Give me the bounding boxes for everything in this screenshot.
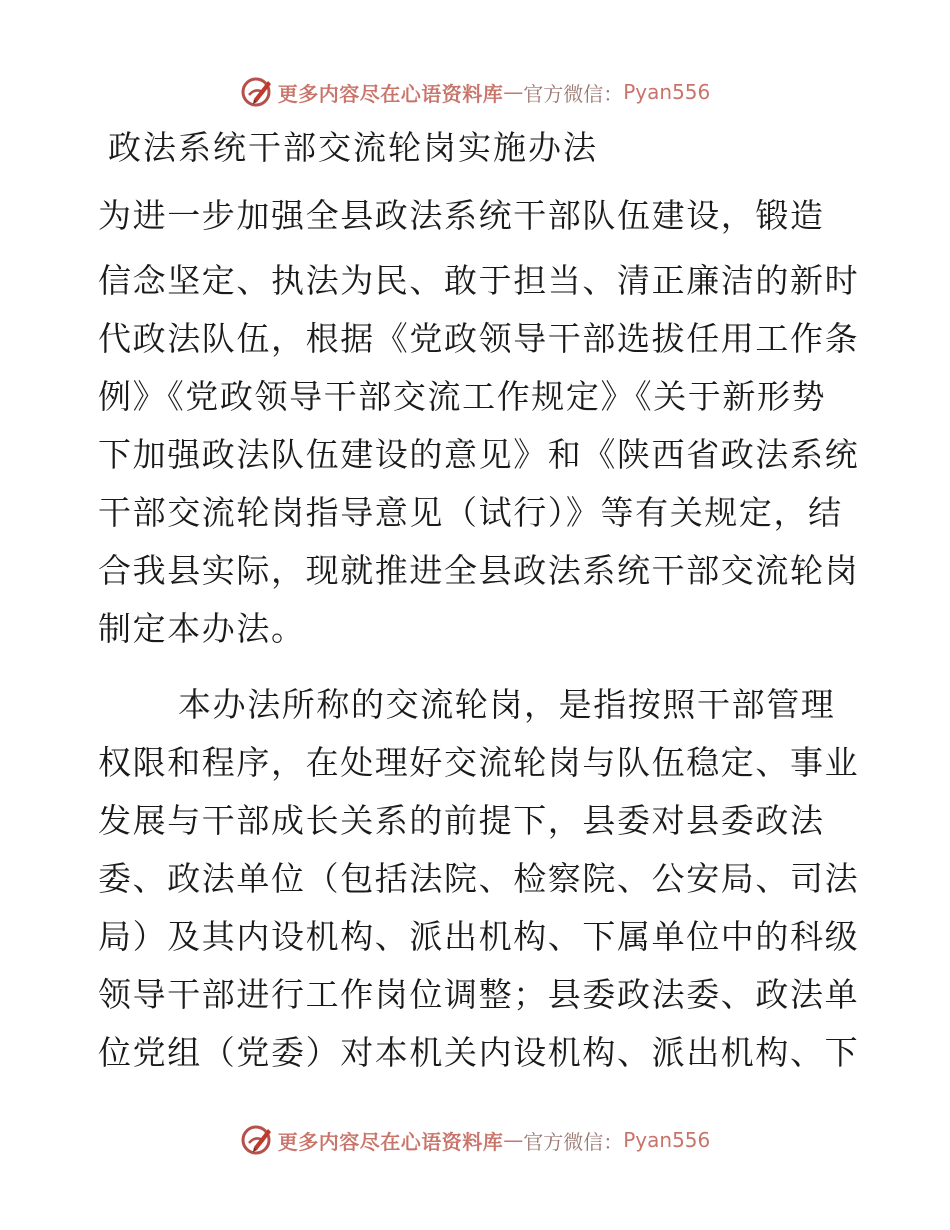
paragraph-line: 发展与干部成长关系的前提下，县委对县委政法 (98, 801, 825, 840)
paragraph-line: 委、政法单位（包括法院、检察院、公安局、司法 (98, 859, 860, 898)
footer-banner (0, 1120, 950, 1160)
banner-site-text: 更多内容尽在心语资料库 (277, 1129, 504, 1154)
banner-wechat-label: 官方微信： (523, 81, 624, 106)
paragraph-line: 位党组（党委）对本机关内设机构、派出机构、下 (98, 1033, 860, 1072)
paragraph-line: 本办法所称的交流轮岗，是指按照干部管理 (178, 685, 836, 724)
paragraph-line: 权限和程序，在处理好交流轮岗与队伍稳定、事业 (98, 743, 860, 782)
paragraph-line: 制定本办法。 (98, 609, 306, 648)
banner-site-text: 更多内容尽在心语资料库 (277, 81, 504, 106)
paragraph-line: 局）及其内设机构、派出机构、下属单位中的科级 (98, 917, 860, 956)
paragraph-line: 信念坚定、执法为民、敢于担当、清正廉洁的新时 (98, 261, 860, 300)
banner-wechat-id: Pyan556 (623, 1128, 711, 1152)
paragraph-line: 例》《党政领导干部交流工作规定》《关于新形势 (98, 377, 827, 416)
banner-wechat-label: 官方微信： (523, 1129, 624, 1154)
book-pen-icon (240, 1123, 274, 1157)
header-banner (0, 72, 950, 112)
paragraph-line: 干部交流轮岗指导意见（试行）》等有关规定，结 (98, 493, 843, 532)
book-pen-icon (240, 75, 274, 109)
paragraph-line: 领导干部进行工作岗位调整；县委政法委、政法单 (98, 975, 860, 1014)
paragraph-line: 合我县实际，现就推进全县政法系统干部交流轮岗 (98, 551, 860, 590)
document-title: 政法系统干部交流轮岗实施办法 (108, 128, 598, 167)
banner-dash: — (503, 80, 524, 104)
banner-wechat-id: Pyan556 (623, 80, 711, 104)
paragraph-line: 下加强政法队伍建设的意见》和《陕西省政法系统 (98, 435, 860, 474)
paragraph-line: 为进一步加强全县政法系统干部队伍建设，锻造 (98, 196, 825, 235)
paragraph-line: 代政法队伍，根据《党政领导干部选拔任用工作条 (98, 319, 860, 358)
banner-dash: — (503, 1128, 524, 1152)
